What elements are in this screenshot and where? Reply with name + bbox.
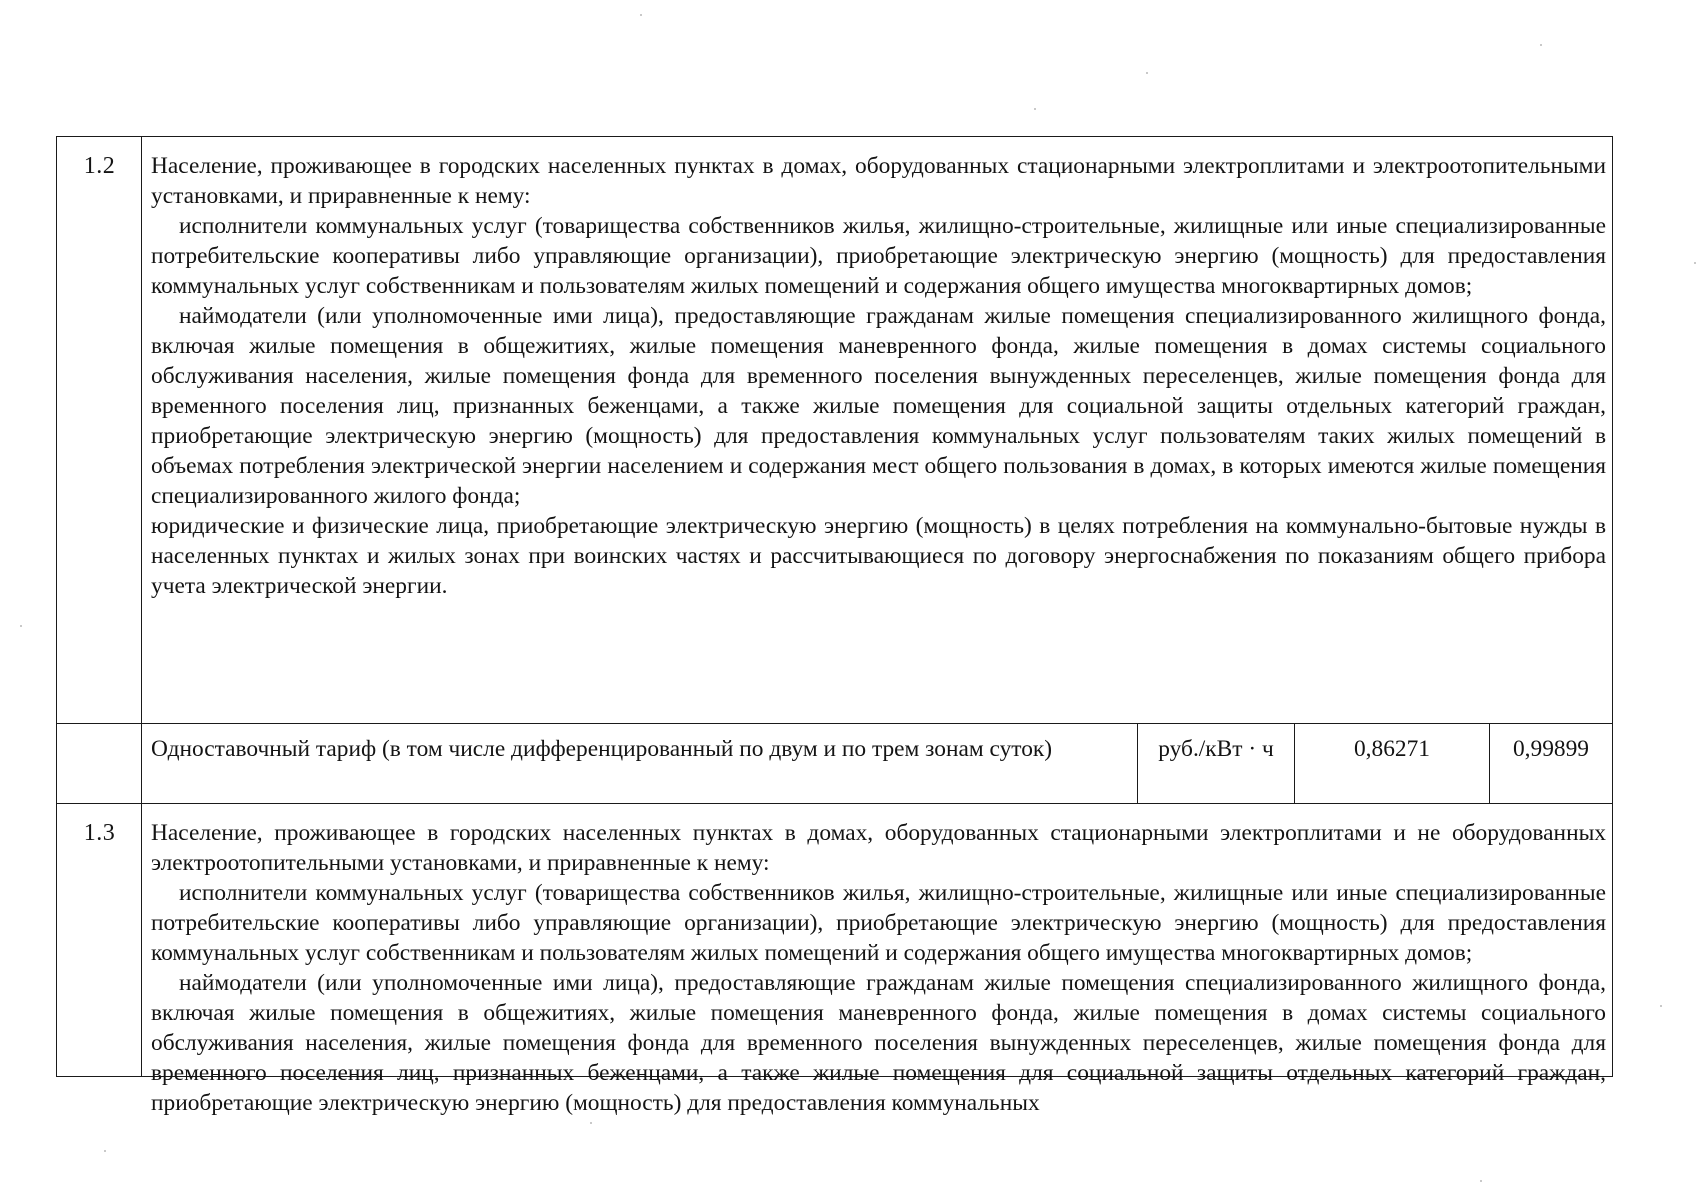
paragraph-landlords: наймодатели (или уполномоченные ими лица), предоставляющие гражданам жилые помещения специализированного жилищного фонда, включая жилые помещения в общежитиях, жилые помещения маневренного фонда, жилые помещения в домах системы социального обслуживания населения, жилые помещения фонда для временного поселения вынужденных переселенцев, жилые помещения фонда для временного поселения лиц, признанных беженцами, а также жилые помещения для социальной защиты отдельных категорий граждан, приобретающие электрическую энергию (мощность) для предоставления коммунальных [151,970,1606,1116]
tariff-value-1: 0,86271 [1353,736,1431,762]
tariff-description: Одноставочный тариф (в том числе дифференцированный по двум и по трем зонам суток) [151,736,1053,762]
tariff-unit: руб./кВт · ч [1158,736,1274,762]
tariff-unit-cell [1137,724,1294,803]
tariff-table [56,136,1613,1116]
paragraph-consumer-group: Население, проживающее в городских населенных пунктах в домах, оборудованных стационарными электроплитами и электроотопительными установками, и приравненные к нему: [151,153,1606,209]
tariff-value-2: 0,99899 [1512,736,1590,762]
paragraph-legal-entities: юридические и физические лица, приобретающие электрическую энергию (мощность) в целях потребления на коммунально-бытовые нужды в населенных пунктах и жилых зонах при воинских частях и рассчитывающиеся по договору энергоснабжения по показаниям общего прибора учета электрической энергии. [151,513,1606,599]
scan-speck [640,14,642,16]
scan-speck [20,625,22,627]
row-description [151,818,1606,1118]
row-description [151,151,1606,601]
row-number: 1.3 [83,820,116,846]
paragraph-utility-providers: исполнители коммунальных услуг (товарищества собственников жилья, жилищно-строительные, жилищные или иные специализированные потребительские кооперативы либо управляющие организации), приобретающие электрическую энергию (мощность) для предоставления коммунальных услуг собственникам и пользователям жилых помещений и содержания общего имущества многоквартирных домов; [151,880,1606,966]
tariff-description-cell [142,724,1137,803]
scan-speck [1694,262,1696,264]
scan-speck [1146,72,1148,74]
tariff-value-1-cell [1294,724,1489,803]
tariff-value-2-cell [1489,724,1612,803]
scan-speck [104,1150,106,1152]
scan-speck [1540,44,1542,46]
row-number-cell [57,137,142,723]
row-number-cell-empty [57,724,142,803]
row-number: 1.2 [83,153,116,179]
tariff-row [57,723,1612,803]
scan-speck [1480,1180,1482,1182]
paragraph-utility-providers: исполнители коммунальных услуг (товарищества собственников жилья, жилищно-строительные, жилищные или иные специализированные потребительские кооперативы либо управляющие организации), приобретающие электрическую энергию (мощность) для предоставления коммунальных услуг собственникам и пользователям жилых помещений и содержания общего имущества многоквартирных домов; [151,213,1606,299]
table-row-1-3 [57,803,1612,1116]
paragraph-landlords: наймодатели (или уполномоченные ими лица), предоставляющие гражданам жилые помещения специализированного жилищного фонда, включая жилые помещения в общежитиях, жилые помещения маневренного фонда, жилые помещения в домах системы социального обслуживания населения, жилые помещения фонда для временного поселения вынужденных переселенцев, жилые помещения фонда для временного поселения лиц, признанных беженцами, а также жилые помещения для социальной защиты отдельных категорий граждан, приобретающие электрическую энергию (мощность) для предоставления коммунальных услуг пользователям таких жилых помещений в объемах потребления электрической энергии населением и содержания мест общего пользования в домах, в которых имеются жилые помещения специализированного жилого фонда; [151,303,1606,509]
row-number-cell [57,804,142,1076]
scan-speck [1660,1005,1662,1007]
scan-speck [1034,108,1036,110]
table-row-1-2 [57,137,1612,723]
scan-speck [590,1122,592,1124]
paragraph-consumer-group: Население, проживающее в городских населенных пунктах в домах, оборудованных стационарными электроплитами и не оборудованных электроотопительными установками, и приравненные к нему: [151,820,1606,876]
